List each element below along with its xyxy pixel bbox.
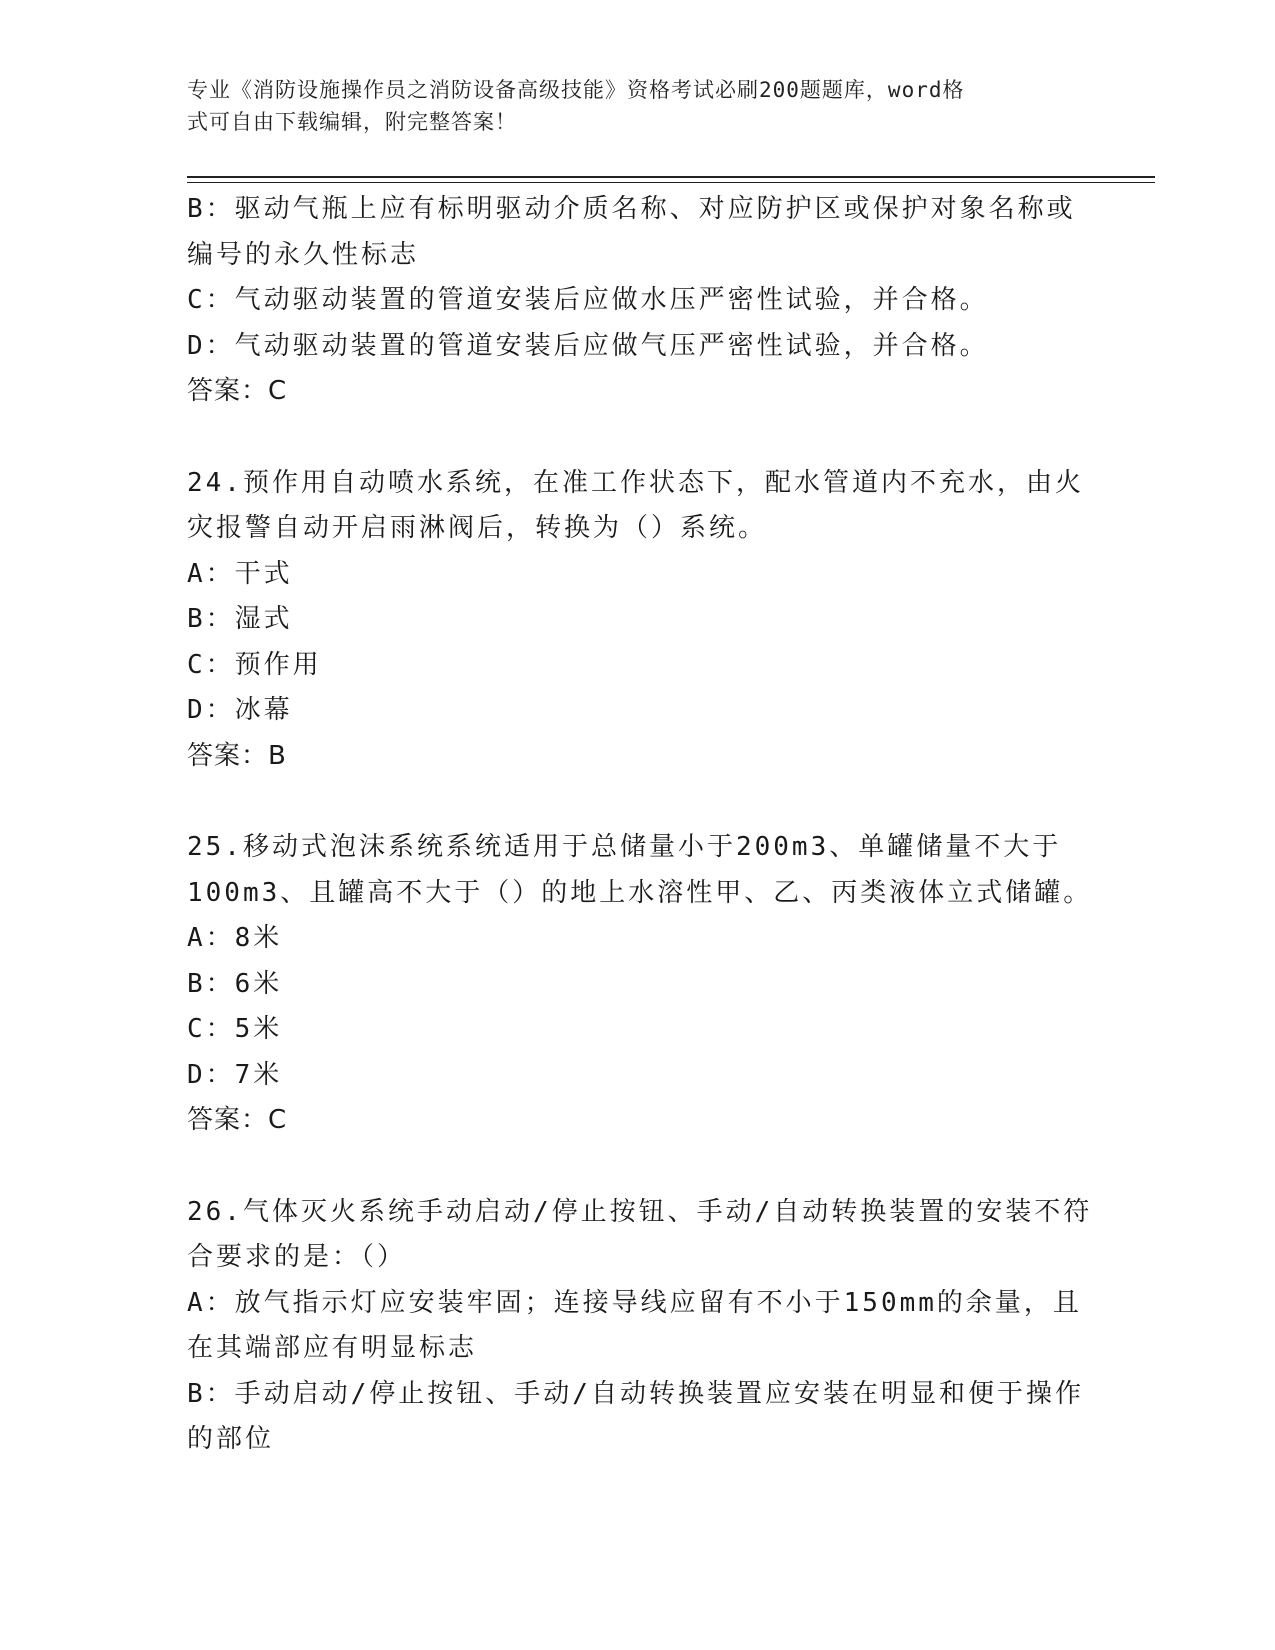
answer: 答案：B [187,740,287,771]
option-a: A：8米 [187,923,283,953]
option-d: D：7米 [187,1059,283,1090]
page-header [187,74,1067,138]
option-a: A：干式 [187,558,293,589]
option-c: C：预作用 [187,649,322,680]
header-line: 专业《消防设施操作员之消防设备高级技能》资格考试必刷200题题库，word格 [187,78,965,102]
question-26 [187,1190,1093,1463]
question-23 [187,187,1087,415]
spacer [187,1144,1087,1190]
option-c: C：气动驱动装置的管道安装后应做水压严密性试验，并合格。 [187,285,989,315]
option-b: B：湿式 [187,604,293,634]
option-b: B：手动启动/停止按钮、手动/自动转换装置应安装在明显和便于操作 [187,1378,1084,1409]
question-stem: 25.移动式泡沫系统系统适用于总储量小于200m3、单罐储量不大于 [187,832,1062,862]
question-stem-continued: 100m3、且罐高不大于（）的地上水溶性甲、乙、丙类液体立式储罐。 [187,877,1093,908]
question-stem-continued: 合要求的是：（） [187,1242,407,1272]
option-c: C：5米 [187,1014,283,1044]
option-b-continued: 的部位 [187,1424,275,1454]
option-b: B：驱动气瓶上应有标明驱动介质名称、对应防护区或保护对象名称或 [187,194,1076,224]
answer: 答案：C [187,1105,288,1135]
question-stem-continued: 灾报警自动开启雨淋阀后，转换为（）系统。 [187,513,768,543]
option-a: A：放气指示灯应安装牢固；连接导线应留有不小于150mm的余量，且 [187,1287,1082,1318]
option-b-continued: 编号的永久性标志 [187,239,420,270]
header-line: 式可自由下载编辑，附完整答案！ [187,110,517,134]
answer: 答案：C [187,376,288,406]
option-a-continued: 在其端部应有明显标志 [187,1333,478,1363]
spacer [187,779,1087,825]
option-d: D：冰幕 [187,695,293,725]
question-25 [187,825,1093,1144]
header-divider-thin [187,182,1155,183]
question-stem: 24.预作用自动喷水系统，在准工作状态下，配水管道内不充水，由火 [187,467,1084,498]
option-b: B：6米 [187,968,283,999]
spacer [187,415,1087,461]
option-d: D：气动驱动装置的管道安装后应做气压严密性试验，并合格。 [187,330,989,361]
question-stem: 26.气体灭火系统手动启动/停止按钮、手动/自动转换装置的安装不符 [187,1196,1093,1227]
header-divider [187,176,1155,178]
question-24 [187,461,1087,780]
question-list [187,187,1093,1463]
